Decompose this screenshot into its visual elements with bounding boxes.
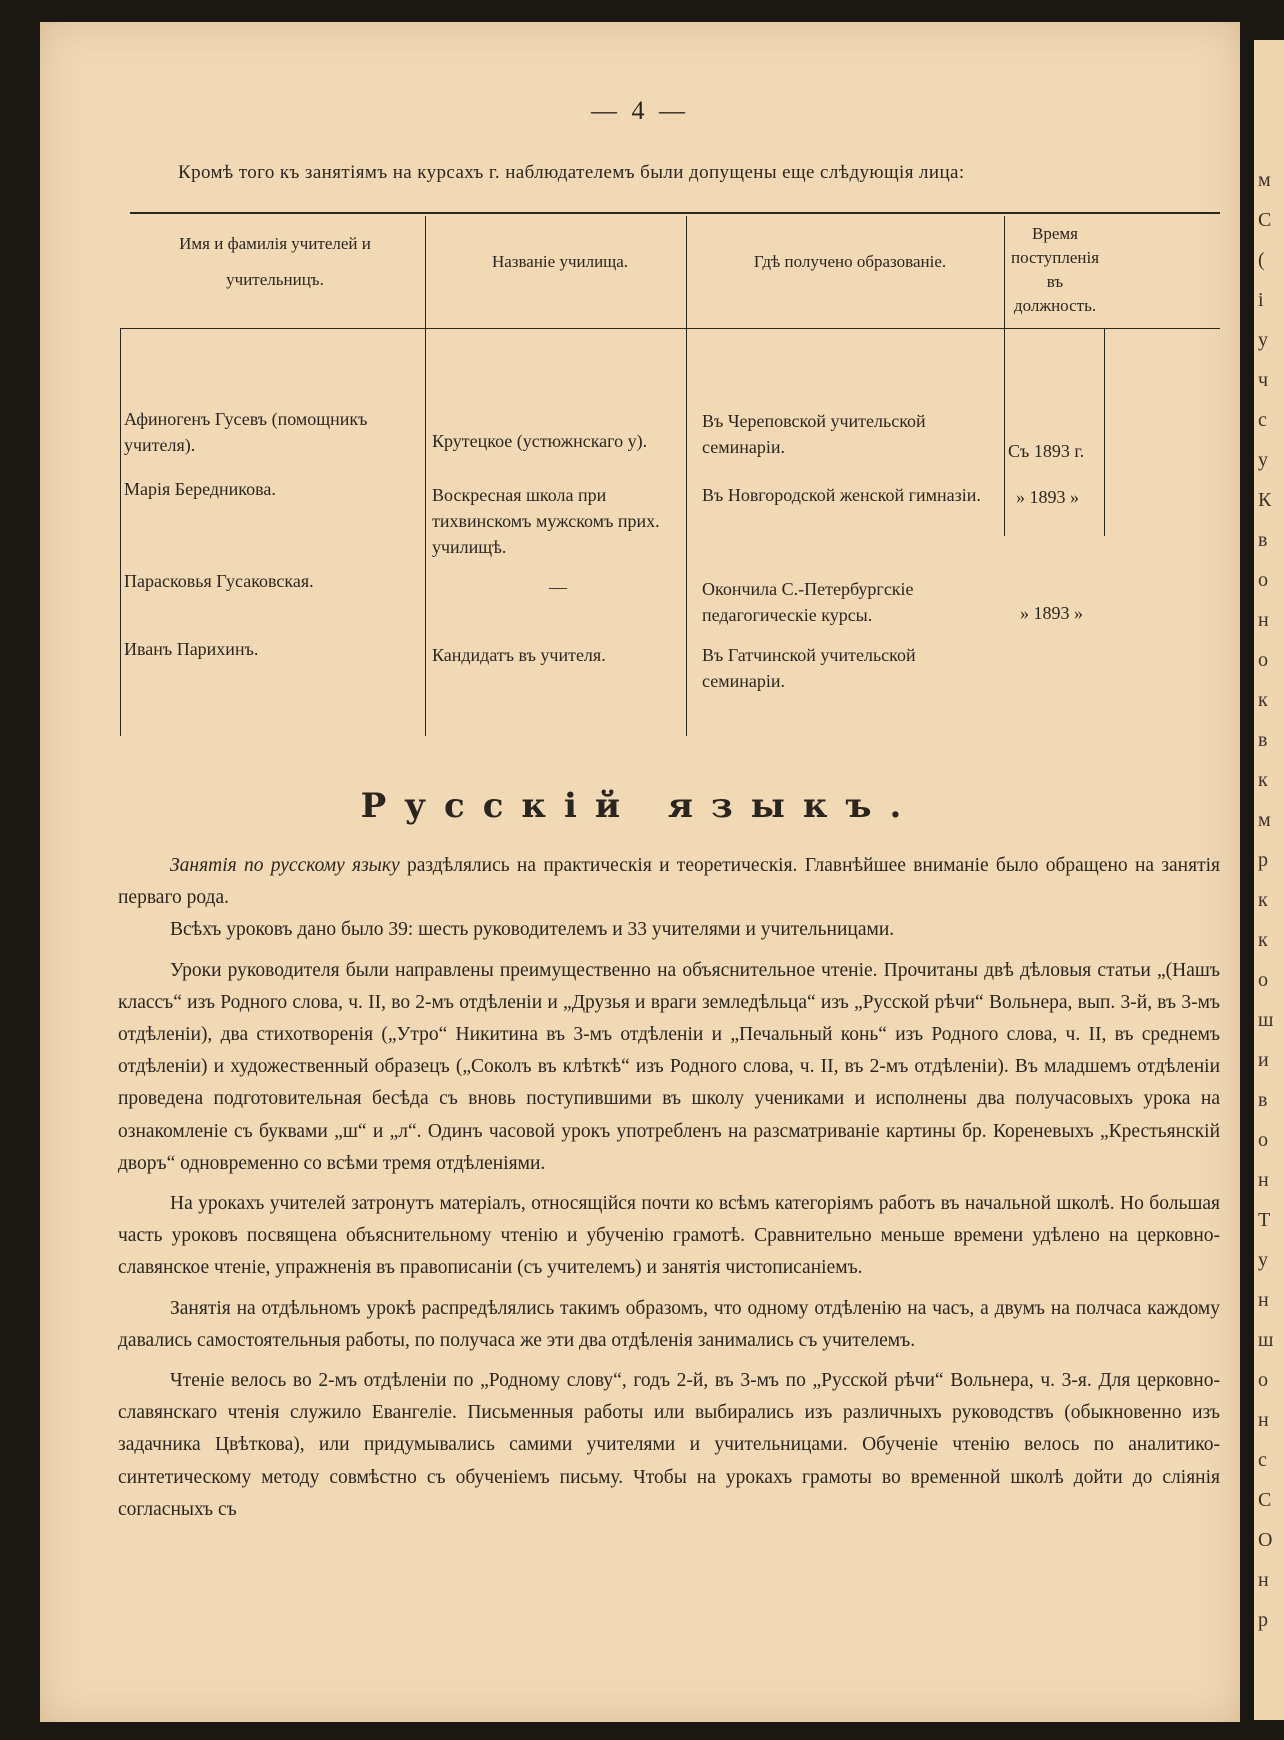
- paragraph: [118, 850, 1220, 914]
- table-header-education: Гдѣ получено образованіе.: [753, 252, 947, 271]
- table-column-divider: [425, 216, 426, 736]
- paragraph: На урокахъ учителей затронутъ матеріалъ, относящійся почти ко всѣмъ категоріямъ работъ въ начальной школѣ. Но большая часть уроковъ посвящена объяснительному чтенію и убученію грамотѣ. Сравнительно меньше времени удѣлено на церковно-славянское чтеніе, упражненія въ правописаніи (съ учителемъ) и занятія чистописаніемъ.: [118, 1193, 1220, 1279]
- adjacent-page-letter: н: [1258, 609, 1269, 631]
- table-cell-name: Иванъ Парихинъ.: [124, 639, 259, 659]
- table-cell-time: » 1893 »: [1016, 487, 1079, 507]
- adjacent-page-letter: к: [1258, 889, 1268, 911]
- section-body: [118, 850, 1220, 1534]
- adjacent-page-letter: о: [1258, 969, 1268, 991]
- adjacent-page-letter: н: [1258, 1169, 1269, 1191]
- adjacent-page-letter: С: [1258, 1489, 1272, 1511]
- adjacent-page-letter: в: [1258, 529, 1268, 551]
- adjacent-page-letter: о: [1258, 1369, 1268, 1391]
- table-cell-time: Съ 1893 г.: [1008, 441, 1085, 461]
- table-left-border: [120, 328, 121, 736]
- table-cell-school: Кандидатъ въ учителя.: [432, 645, 606, 665]
- adjacent-page-letter: у: [1258, 449, 1268, 471]
- adjacent-page-letter: с: [1258, 409, 1267, 431]
- adjacent-page-letter: м: [1258, 169, 1271, 191]
- paragraph: Уроки руководителя были направлены преимущественно на объяснительное чтеніе. Прочитаны двѣ дѣловыя статьи „(Нашъ классъ“ изъ Родного слова, ч. II, во 2-мъ отдѣленіи и „Друзья и враги земледѣльца“ изъ „Русской рѣчи“ Вольнера, вып. 3-й, въ 3-мъ отдѣленіи), два стихотворенія („Утро“ Никитина въ 3-мъ отдѣленіи и „Печальный конь“ изъ Родного слова, ч. II, въ среднемъ отдѣленіи) и художественный образецъ („Соколъ въ клѣткѣ“ изъ Родного слова, ч. II, въ 2-мъ отдѣленіи). Въ младшемъ отдѣленіи проведена подготовительная бесѣда съ вновь поступившими въ школу учениками и исполнены два получасовыхъ урока на ознакомленіе съ буквами „ш“ и „л“. Одинъ часовой урокъ употребленъ на разсматриваніе картины бр. Кореневыхъ „Крестьянскій дворъ“ одновременно со всѣми тремя отдѣленіями.: [118, 959, 1220, 1174]
- table-header-school: Названіе училища.: [491, 252, 629, 271]
- adjacent-page-letter: Т: [1258, 1209, 1271, 1231]
- table-cell-education: Въ Гатчинской учительской семинаріи.: [702, 645, 916, 691]
- section-title: Русскій языкъ.: [360, 786, 920, 826]
- table-cell-school: Воскресная школа при тихвинскомъ мужскомъ прих. училищѣ.: [432, 485, 660, 557]
- table-header-name: Имя и фамилія учителей и учительницъ.: [179, 234, 371, 289]
- adjacent-page-letter: и: [1258, 1049, 1269, 1071]
- table-header-rule: [120, 328, 1220, 329]
- table-cell-school: Крутецкое (устюжнскаго у).: [432, 431, 648, 451]
- paragraph: Занятія на отдѣльномъ урокѣ распредѣлялись такимъ образомъ, что одному отдѣленію на часъ, а двумъ на полчаса каждому давались самостоятельныя работы, по получаса же эти два отдѣленія занимались съ учителемъ.: [118, 1297, 1220, 1351]
- adjacent-page-letter: о: [1258, 1129, 1268, 1151]
- table-header-time: Время поступленія въ должность.: [1010, 224, 1100, 315]
- adjacent-page-letter: О: [1258, 1529, 1273, 1551]
- adjacent-page-letter: у: [1258, 329, 1268, 351]
- table-cell-time: » 1893 »: [1020, 603, 1083, 623]
- table-column-divider: [1004, 216, 1005, 536]
- adjacent-page-letter: і: [1258, 289, 1264, 311]
- adjacent-page-letter: н: [1258, 1289, 1269, 1311]
- adjacent-page-letter: к: [1258, 689, 1268, 711]
- adjacent-page-letter: С: [1258, 209, 1272, 231]
- adjacent-page-letter: к: [1258, 929, 1268, 951]
- table-top-rule: [130, 212, 1220, 214]
- intro-sentence: Кромѣ того къ занятіямъ на курсахъ г. наблюдателемъ были допущены еще слѣдующія лица:: [178, 162, 965, 183]
- paragraph-text: раздѣлялись на практическія и теоретическія. Главнѣйшее вниманіе было обращено на занятія перваго рода.: [118, 855, 1220, 909]
- adjacent-page-letter: о: [1258, 569, 1268, 591]
- adjacent-page-letter: в: [1258, 1089, 1268, 1111]
- table-cell-education: Въ Череповской учительской семинаріи.: [702, 411, 926, 457]
- adjacent-page-letter: р: [1258, 849, 1268, 871]
- adjacent-page-letter: в: [1258, 729, 1268, 751]
- table-column-divider: [686, 216, 687, 736]
- table-cell-school: —: [549, 577, 567, 597]
- paragraph: Всѣхъ уроковъ дано было 39: шесть руководителемъ и 33 учителями и учительницами.: [170, 919, 895, 941]
- table-cell-education: Окончила С.-Петербургскіе педагогическіе курсы.: [702, 579, 914, 625]
- adjacent-page-letter: н: [1258, 1409, 1269, 1431]
- adjacent-page-edge: [1254, 40, 1284, 1720]
- adjacent-page-letter: у: [1258, 1249, 1268, 1271]
- table-cell-education: Въ Новгородской женской гимназіи.: [702, 485, 981, 505]
- table-cell-name: Афиногенъ Гусевъ (помощникъ учителя).: [124, 409, 368, 455]
- adjacent-page-letter: м: [1258, 809, 1271, 831]
- table-cell-name: Парасковья Гусаковская.: [124, 571, 314, 591]
- adjacent-page-letter: (: [1258, 249, 1265, 271]
- adjacent-page-letter: н: [1258, 1569, 1269, 1591]
- paragraph-italic-lead: Занятія по русскому языку: [170, 855, 400, 876]
- adjacent-page-letter: р: [1258, 1609, 1268, 1631]
- adjacent-page-letter: К: [1258, 489, 1272, 511]
- adjacent-page-letter: к: [1258, 769, 1268, 791]
- adjacent-page-letter: ч: [1258, 369, 1269, 391]
- adjacent-page-letter: ш: [1258, 1009, 1274, 1031]
- adjacent-page-letter: ш: [1258, 1329, 1274, 1351]
- table-cell-name: Марія Бередникова.: [124, 479, 276, 499]
- paragraph: Чтеніе велось во 2-мъ отдѣленіи по „Родному слову“, годъ 2-й, въ 3-мъ по „Русской рѣчи“ Вольнера, ч. 3-я. Для церковно-славянскаго чтенія служило Евангеліе. Письменныя работы или выбирались изъ различныхъ руководствъ (обыкновенно изъ задачника Цвѣткова), или придумывались самими учителями и учительницами. Обученіе чтенію велось по аналитико-синтетическому методу совмѣстно съ обученіемъ письму. Чтобы на урокахъ грамоты во временной школѣ дойти до слiянiя согласныхъ съ: [118, 1370, 1220, 1520]
- adjacent-page-letter: о: [1258, 649, 1268, 671]
- adjacent-page-letters: [1258, 160, 1273, 1640]
- book-page: [40, 22, 1240, 1722]
- adjacent-page-letter: с: [1258, 1449, 1267, 1471]
- observers-table: [120, 202, 1220, 742]
- page-number: — 4 —: [591, 96, 689, 125]
